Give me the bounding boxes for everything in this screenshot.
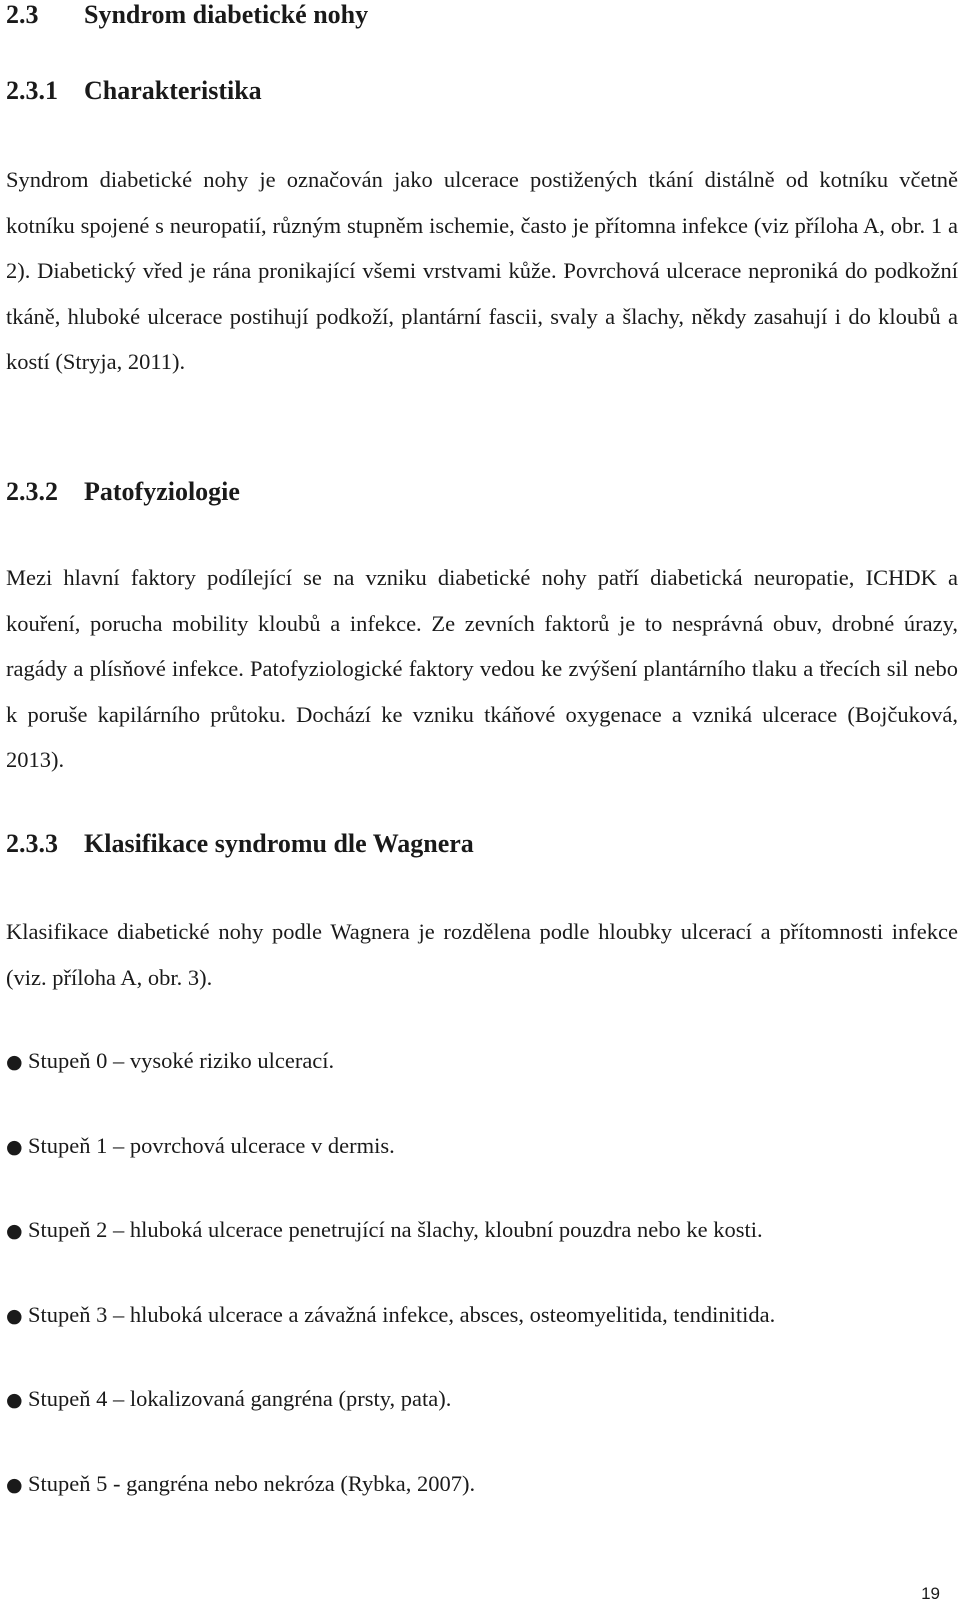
list-item-stage-3 bbox=[6, 1300, 775, 1331]
bullet-icon: ● bbox=[6, 1136, 23, 1158]
section-title: Syndrom diabetické nohy bbox=[84, 0, 369, 29]
list-item-stage-1 bbox=[6, 1131, 395, 1162]
bullet-icon: ● bbox=[6, 1051, 23, 1073]
subsection-title: Charakteristika bbox=[84, 76, 262, 105]
bullet-icon: ● bbox=[6, 1474, 23, 1496]
list-item-text: Stupeň 4 – lokalizovaná gangréna (prsty, pata). bbox=[28, 1386, 452, 1411]
section-heading bbox=[6, 0, 368, 30]
paragraph-characteristics: Syndrom diabetické nohy je označován jako ulcerace postižených tkání distálně od kotníku včetně kotníku spojené s neuropatií, různým stupněm ischemie, často je přítomna infekce (viz příloha A, obr. 1 a 2). Diabetický vřed je rána pronikající všemi vrstvami kůže. Povrchová ulcerace neproniká do podkožní tkáně, hluboké ulcerace postihují podkoží, plantární fascii, svaly a šlachy, někdy zasahují i do kloubů a kostí (Stryja, 2011). bbox=[6, 167, 958, 374]
subsection-heading-characteristics bbox=[6, 76, 262, 106]
list-item-text: Stupeň 1 – povrchová ulcerace v dermis. bbox=[28, 1133, 395, 1158]
subsection-number: 2.3.2 bbox=[6, 477, 58, 506]
subsection-heading-classification bbox=[6, 829, 474, 859]
list-item-stage-2 bbox=[6, 1215, 763, 1246]
page-number: 19 bbox=[921, 1584, 940, 1603]
bullet-icon: ● bbox=[6, 1220, 23, 1242]
paragraph-classification: Klasifikace diabetické nohy podle Wagnera je rozdělena podle hloubky ulcerací a přítomnosti infekce (viz. příloha A, obr. 3). bbox=[6, 919, 958, 990]
paragraph-pathophysiology: Mezi hlavní faktory podílející se na vzniku diabetické nohy patří diabetická neuropatie, ICHDK a kouření, porucha mobility kloubů a infekce. Ze zevních faktorů je to nesprávná obuv, drobné úrazy, ragády a plísňové infekce. Patofyziologické faktory vedou ke zvýšení plantárního tlaku a třecích sil nebo k poruše kapilárního průtoku. Dochází ke vzniku tkáňové oxygenace a vzniká ulcerace (Bojčuková, 2013). bbox=[6, 565, 958, 772]
list-item-text: Stupeň 0 – vysoké riziko ulcerací. bbox=[28, 1048, 335, 1073]
subsection-number: 2.3.3 bbox=[6, 829, 58, 858]
bullet-icon: ● bbox=[6, 1305, 23, 1327]
subsection-title: Klasifikace syndromu dle Wagnera bbox=[84, 829, 474, 858]
list-item-text: Stupeň 3 – hluboká ulcerace a závažná infekce, absces, osteomyelitida, tendinitida. bbox=[28, 1302, 776, 1327]
list-item-stage-0 bbox=[6, 1046, 334, 1077]
subsection-number: 2.3.1 bbox=[6, 76, 58, 105]
section-number: 2.3 bbox=[6, 0, 39, 29]
list-item-text: Stupeň 2 – hluboká ulcerace penetrující na šlachy, kloubní pouzdra nebo ke kosti. bbox=[28, 1217, 763, 1242]
subsection-heading-pathophysiology bbox=[6, 477, 240, 507]
bullet-icon: ● bbox=[6, 1389, 23, 1411]
list-item-stage-4 bbox=[6, 1384, 451, 1415]
subsection-title: Patofyziologie bbox=[84, 477, 240, 506]
list-item-stage-5 bbox=[6, 1469, 475, 1500]
list-item-text: Stupeň 5 - gangréna nebo nekróza (Rybka, 2007). bbox=[28, 1471, 476, 1496]
